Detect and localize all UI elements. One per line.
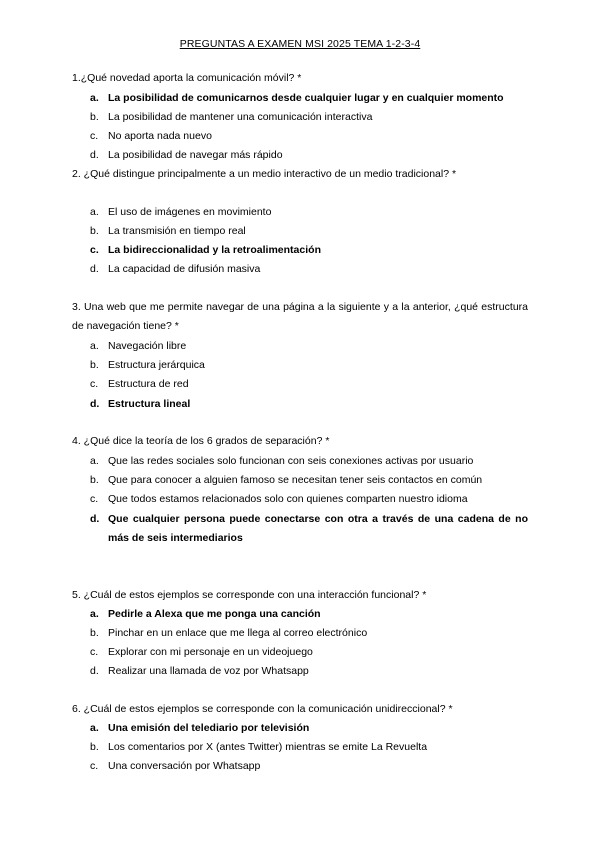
option-text: Una conversación por Whatsapp [108,760,261,772]
question-5: 5. ¿Cuál de estos ejemplos se corresponde con una interacción funcional? * [72,589,427,601]
option-text: La bidireccionalidad y la retroalimentación [108,244,321,256]
question-4: 4. ¿Qué dice la teoría de los 6 grados de separación? * [72,435,330,447]
question-1: 1.¿Qué novedad aporta la comunicación móvil? * [72,72,302,84]
option-letter: c. [90,646,99,658]
option-text: Los comentarios por X (antes Twitter) mientras se emite La Revuelta [108,741,428,753]
option-text: Pinchar en un enlace que me llega al correo electrónico [108,627,368,639]
option-text: Que cualquier persona puede conectarse con otra a través de una cadena de no más de seis intermediarios [108,513,528,544]
option-letter: c. [90,493,99,505]
option-letter: c. [90,130,99,142]
option-letter: a. [90,722,99,734]
answer-option [90,452,473,471]
option-letter: b. [90,225,99,237]
option-text: Realizar una llamada de voz por Whatsapp [108,665,309,677]
option-text: La posibilidad de mantener una comunicación interactiva [108,111,373,123]
answer-option [90,738,427,757]
answer-option [90,395,190,414]
option-letter: a. [90,340,99,352]
answer-option [90,337,186,356]
option-text: Navegación libre [108,340,187,352]
answer-option [90,146,283,165]
answer-option [90,356,205,375]
answer-option [90,643,313,662]
question-6: 6. ¿Cuál de estos ejemplos se corresponde con la comunicación unidireccional? * [72,703,453,715]
document-title: PREGUNTAS A EXAMEN MSI 2025 TEMA 1-2-3-4 [179,38,421,50]
option-letter: c. [90,760,99,772]
answer-option [90,375,189,394]
option-text: Explorar con mi personaje en un videojuego [108,646,313,658]
answer-option [90,605,321,624]
option-text: Que para conocer a alguien famoso se necesitan tener seis contactos en común [108,474,483,486]
option-text: La posibilidad de comunicarnos desde cualquier lugar y en cualquier momento [108,92,504,104]
option-letter: b. [90,741,99,753]
option-text: Que las redes sociales solo funcionan con seis conexiones activas por usuario [108,455,474,467]
question-3: 3. Una web que me permite navegar de una página a la siguiente y a la anterior, ¿qué estructura de navegación tiene? * [72,301,528,332]
answer-option [90,203,271,222]
answer-option [90,490,468,509]
answer-option [90,127,212,146]
option-letter: a. [90,206,99,218]
answer-option [90,222,246,241]
answer-option [90,719,309,738]
answer-option [90,624,367,643]
option-letter: d. [90,398,100,410]
option-letter: b. [90,474,99,486]
answer-option [90,89,504,108]
answer-option [90,757,260,776]
answer-option [90,510,528,548]
option-text: La capacidad de difusión masiva [108,263,261,275]
option-letter: a. [90,455,99,467]
option-letter: b. [90,359,99,371]
option-text: La posibilidad de navegar más rápido [108,149,283,161]
question-2: 2. ¿Qué distingue principalmente a un medio interactivo de un medio tradicional? * [72,168,457,180]
option-letter: a. [90,608,99,620]
option-text: Que todos estamos relacionados solo con quienes comparten nuestro idioma [108,493,468,505]
option-letter: d. [90,149,99,161]
answer-option [90,662,309,681]
option-text: Pedirle a Alexa que me ponga una canción [108,608,321,620]
option-letter: d. [90,513,100,525]
option-text: Estructura de red [108,378,189,390]
option-letter: d. [90,665,99,677]
option-letter: a. [90,92,99,104]
option-text: Estructura lineal [108,398,191,410]
option-letter: c. [90,378,99,390]
answer-option [90,108,372,127]
option-text: La transmisión en tiempo real [108,225,246,237]
option-text: Una emisión del telediario por televisión [108,722,310,734]
option-text: No aporta nada nuevo [108,130,212,142]
option-text: Estructura jerárquica [108,359,205,371]
answer-option [90,260,260,279]
option-letter: d. [90,263,99,275]
option-letter: b. [90,111,99,123]
answer-option [90,241,321,260]
option-letter: c. [90,244,99,256]
option-letter: b. [90,627,99,639]
option-text: El uso de imágenes en movimiento [108,206,272,218]
answer-option [90,471,482,490]
